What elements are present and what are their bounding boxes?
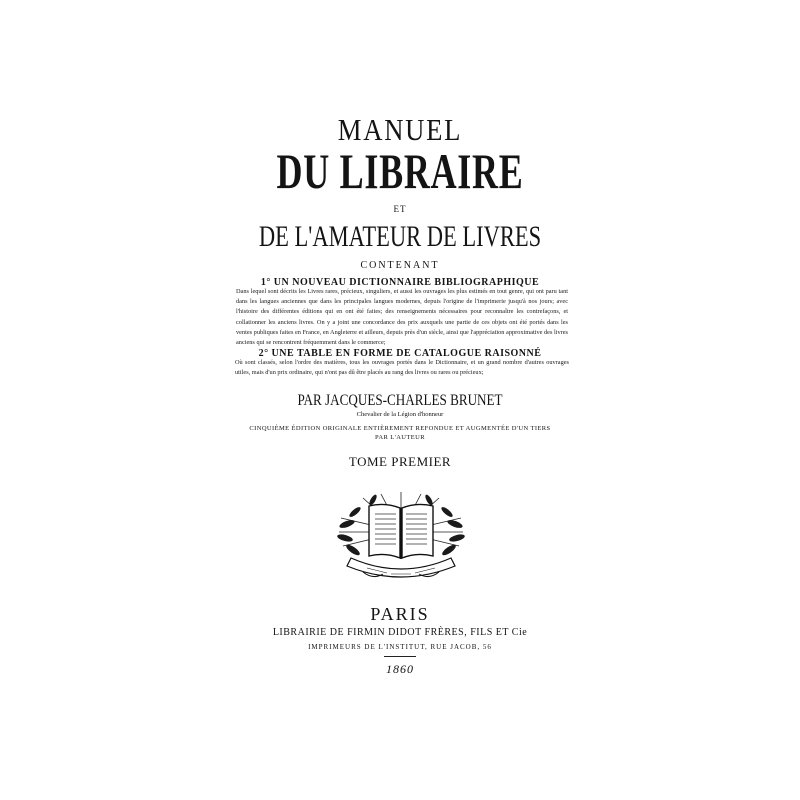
author-honour: Chevalier de la Légion d'honneur xyxy=(356,411,444,418)
title-line-manuel: MANUEL xyxy=(337,112,463,147)
publisher-line: LIBRAIRIE DE FIRMIN DIDOT FRÈRES, FILS ET Cie xyxy=(272,627,528,638)
printer-line: IMPRIMEURS DE L'INSTITUT, RUE JACOB, 56 xyxy=(308,643,492,651)
divider-rule xyxy=(384,656,416,657)
section2-heading: 2° UNE TABLE EN FORME DE CATALOGUE RAISONNÉ xyxy=(258,348,542,359)
section2-text: Où sont classés, selon l'ordre des matières, tous les ouvrages portés dans le Dictionnaire, et un grand nombre d'autres ouvrages utiles, mais d'un prix ordinaire, qui n'ont pas dû être placés au rang des livres ou rares ou précieux; xyxy=(235,359,569,377)
title-line-amateur: DE L'AMATEUR DE LIVRES xyxy=(258,220,542,253)
city-paris: PARIS xyxy=(370,604,430,624)
contenant-label: CONTENANT xyxy=(360,260,440,271)
tome-label: TOME PREMIER xyxy=(348,454,452,469)
section1-heading: 1° UN NOUVEAU DICTIONNAIRE BIBLIOGRAPHIQUE xyxy=(260,277,540,288)
publication-year: 1860 xyxy=(386,662,414,676)
title-conjunction-et: ET xyxy=(393,204,407,214)
author-name: PAR JACQUES-CHARLES BRUNET xyxy=(297,392,503,409)
section1-text: Dans lequel sont décrits les Livres rares, précieux, singuliers, et aussi les ouvrages les plus estimés en tout genre, qui ont paru tant dans les langues anciennes que dans les principales langues modernes, depuis l'origine de l'imprimerie jusqu'à nos jours; avec l'histoire des différentes éditions qui en ont été faites; des renseignements nécessaires pour reconnaître les contrefaçons, et collationner les anciens livres. On y a joint une concordance des prix auxquels une partie de ces objets ont été portés dans les ventes publiques faites en France, en Angleterre et ailleurs, depuis près d'un siècle, ainsi que l'appréciation approximative des livres anciens qui se rencontrent fréquemment dans le commerce; xyxy=(236,288,568,347)
edition-line-1: CINQUIÈME ÉDITION ORIGINALE ENTIÈREMENT REFONDUE ET AUGMENTÉE D'UN TIERS xyxy=(249,425,551,432)
edition-line-2: PAR L'AUTEUR xyxy=(375,434,425,441)
printer-emblem xyxy=(333,488,469,582)
title-line-du-libraire: DU LIBRAIRE xyxy=(276,143,524,199)
